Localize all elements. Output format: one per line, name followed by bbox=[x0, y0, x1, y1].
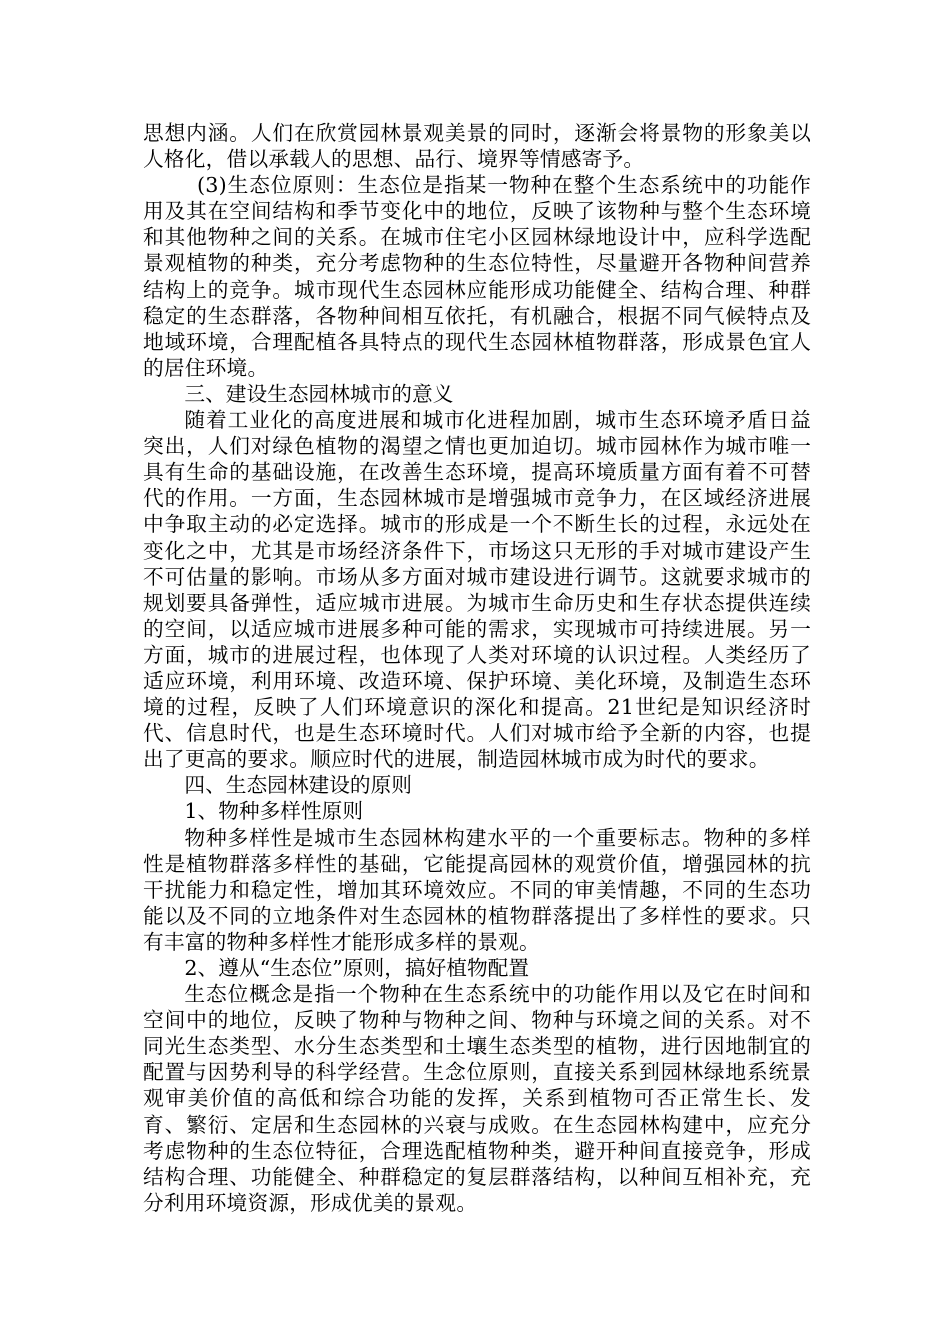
paragraph-significance: 随着工业化的高度进展和城市化进程加剧，城市生态环境矛盾日益突出，人们对绿色植物的渴望之情也更加迫切。城市园林作为城市唯一具有生命的基础设施，在改善生态环境，提高环境质量方面有着不可替代的作用。一方面，生态园林城市是增强城市竞争力，在区域经济进展中争取主动的必定选择。城市的形成是一个不断生长的过程，永远处在变化之中，尤其是市场经济条件下，市场这只无形的手对城市建设产生不可估量的影响。市场从多方面对城市建设进行调节。这就要求城市的规划要具备弹性，适应城市进展。为城市生命历史和生存状态提供连续的空间，以适应城市进展多种可能的需求，实现城市可持续进展。另一方面，城市的进展过程，也体现了人类对环境的认识过程。人类经历了适应环境，利用环境、改造环境、保护环境、美化环境，及制造生态环境的过程，反映了人们环境意识的深化和提高。21世纪是知识经济时代、信息时代，也是生态环境时代。人们对城市给予全新的内容，也提出了更高的要求。顺应时代的进展，制造园林城市成为时代的要求。 bbox=[143, 408, 811, 772]
subheading-niche-principle: 2、遵从“生态位”原则，搞好植物配置 bbox=[184, 956, 530, 980]
paragraph-ecological-niche-principle: (3)生态位原则：生态位是指某一物种在整个生态系统中的功能作用及其在空间结构和季节变化中的地位，反映了该物种与整个生态环境和其他物种之间的关系。在城市住宅小区园林绿地设计中，应科学选配景观植物的种类，充分考虑物种的生态位特性，尽量避开各物种间营养结构上的竞争。城市现代生态园林应能形成功能健全、结构合理、种群稳定的生态群落，各物种间相互依托，有机融合，根据不同气候特点及地域环境，合理配植各具特点的现代生态园林植物群落，形成景色宜人的居住环境。 bbox=[143, 173, 811, 380]
section-heading-significance: 三、建设生态园林城市的意义 bbox=[184, 381, 454, 406]
paragraph-niche-concept: 生态位概念是指一个物种在生态系统中的功能作用以及它在时间和空间中的地位，反映了物种与物种之间、物种与环境之间的关系。对不同光生态类型、水分生态类型和土壤生态类型的植物，进行因地制宜的配置与因势利导的科学经营。生念位原则，直接关系到园林绿地系统景观审美价值的高低和综合功能的发挥，关系到植物可否正常生长、发育、繁衍、定居和生态园林的兴衰与成败。在生态园林构建中，应充分考虑物种的生态位特征，合理选配植物种类，避开种间直接竞争，形成结构合理、功能健全、种群稳定的复层群落结构，以种间互相补充，充分利用环境资源，形成优美的景观。 bbox=[143, 982, 811, 1215]
paragraph-continuation: 思想内涵。人们在欣赏园林景观美景的同时，逐渐会将景物的形象美以人格化，借以承载人的思想、品行、境界等情感寄予。 bbox=[143, 121, 811, 172]
section-heading-principles: 四、生态园林建设的原则 bbox=[184, 773, 412, 798]
paragraph-species-diversity: 物种多样性是城市生态园林构建水平的一个重要标志。物种的多样性是植物群落多样性的基础，它能提高园林的观赏价值，增强园林的抗干扰能力和稳定性，增加其环境效应。不同的审美情趣，不同的生态功能以及不同的立地条件对生态园林的植物群落提出了多样性的要求。只有丰富的物种多样性才能形成多样的景观。 bbox=[143, 825, 811, 954]
document-body bbox=[143, 120, 811, 1216]
subheading-species-diversity: 1、物种多样性原则 bbox=[184, 799, 364, 824]
